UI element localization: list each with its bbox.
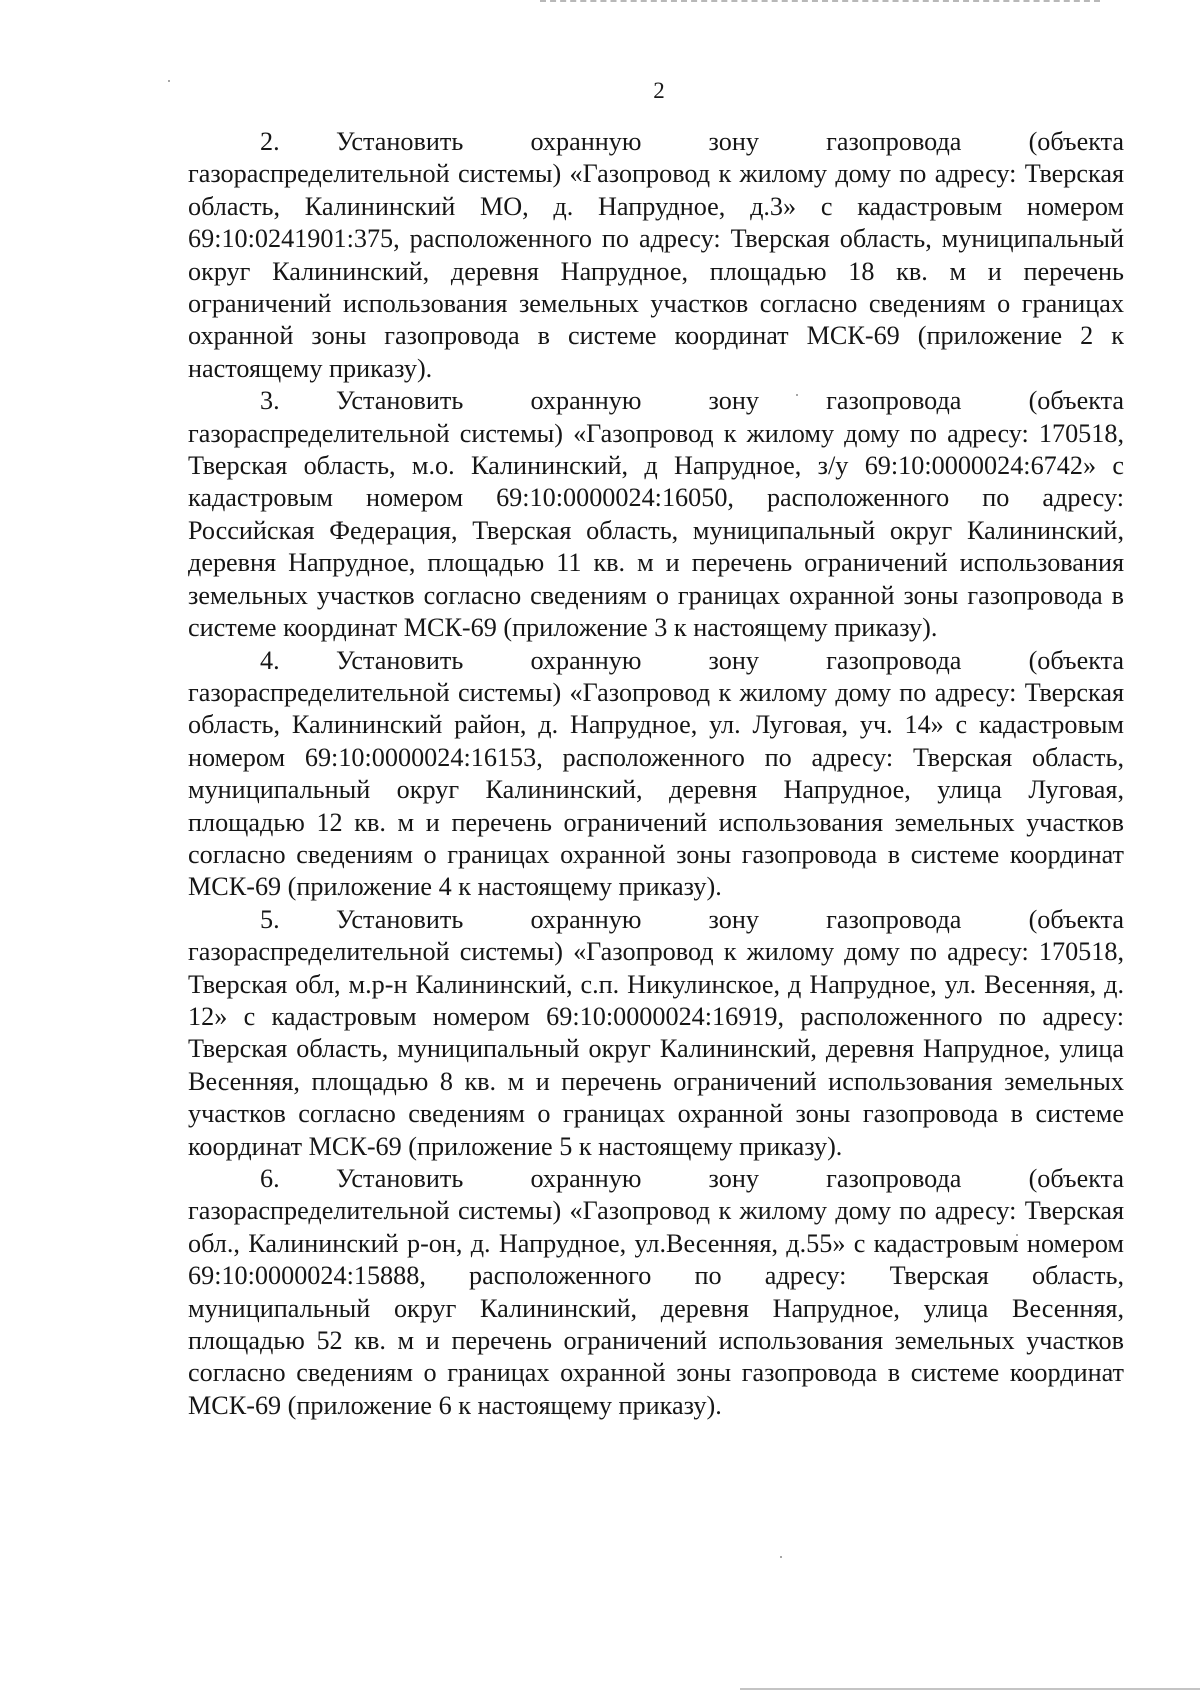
paragraph-text: Установить охранную зону газопровода (объекта газораспределительной системы) «Газопровод к жилому дому по адресу: Тверская область, Калининский МО, д. Напрудное, д.3» с кадастровым номером 69:10:0241901:375, расположенного по адресу: Тверская область, муниципальный округ Калининский, деревня Напрудное, площадью 18 кв. м и перечень ограничений использования земельных участков согласно сведениям о границах охранной зоны газопровода в системе координат МСК-69 (приложение 2 к настоящему приказу). [188, 127, 1124, 383]
paragraph-text: Установить охранную зону газопровода (объекта газораспределительной системы) «Газопровод к жилому дому по адресу: 170518, Тверская обл, м.р-н Калининский, с.п. Никулинское, д Напрудное, ул. Весенняя, д. 12» с кадастровым номером 69:10:0000024:16919, расположенного по адресу: Тверская область, муниципальный округ Калининский, деревня Напрудное, улица Весенняя, площадью 8 кв. м и перечень ограничений использования земельных участков согласно сведениям о границах охранной зоны газопровода в системе координат МСК-69 (приложение 5 к настоящему приказу). [188, 904, 1124, 1161]
paragraph-text: Установить охранную зону газопровода (объекта газораспределительной системы) «Газопровод к жилому дому по адресу: Тверская обл., Калининский р-он, д. Напрудное, ул.Весенняя, д.55» с кадастровым номером 69:10:0000024:15888, расположенного по адресу: Тверская область, муниципальный округ Калининский, деревня Напрудное, улица Весенняя, площадью 52 кв. м и перечень ограничений использования земельных участков согласно сведениям о границах охранной зоны газопровода в системе координат МСК-69 (приложение 6 к настоящему приказу). [188, 1164, 1124, 1420]
paragraph-4 [188, 645, 1124, 904]
paragraph-number: 5. [260, 904, 280, 934]
paragraph-number: 4. [260, 645, 280, 675]
paragraph-number: 2. [260, 127, 280, 156]
scan-edge-bottom [740, 1688, 1200, 1692]
paragraph-3 [188, 385, 1124, 644]
paragraph-text: Установить охранную зону газопровода (объекта газораспределительной системы) «Газопровод к жилому дому по адресу: Тверская область, Калининский район, д. Напрудное, ул. Луговая, уч. 14» с кадастровым номером 69:10:0000024:16153, расположенного по адресу: Тверская область, муниципальный округ Калининский, деревня Напрудное, улица Луговая, площадью 12 кв. м и перечень ограничений использования земельных участков согласно сведениям о границах охранной зоны газопровода в системе координат МСК-69 (приложение 4 к настоящему приказу). [188, 645, 1124, 902]
paragraph-text: Установить охранную зону газопровода (объекта газораспределительной системы) «Газопровод к жилому дому по адресу: 170518, Тверская область, м.о. Калининский, д Напрудное, з/у 69:10:0000024:6742» с кадастровым номером 69:10:0000024:16050, расположенного по адресу: Российская Федерация, Тверская область, муниципальный округ Калининский, деревня Напрудное, площадью 11 кв. м и перечень ограничений использования земельных участков согласно сведениям о границах охранной зоны газопровода в системе координат МСК-69 (приложение 3 к настоящему приказу). [188, 386, 1124, 643]
paragraph-6 [188, 1163, 1124, 1422]
page-number: 2 [653, 78, 665, 103]
paragraph-5 [188, 904, 1124, 1163]
paragraph-number: 3. [260, 386, 280, 416]
scan-edge-top [540, 0, 1100, 5]
document-body [188, 126, 1124, 1422]
scan-speck [780, 1556, 782, 1558]
paragraph-number: 6. [260, 1164, 280, 1193]
paragraph-2 [188, 126, 1124, 385]
